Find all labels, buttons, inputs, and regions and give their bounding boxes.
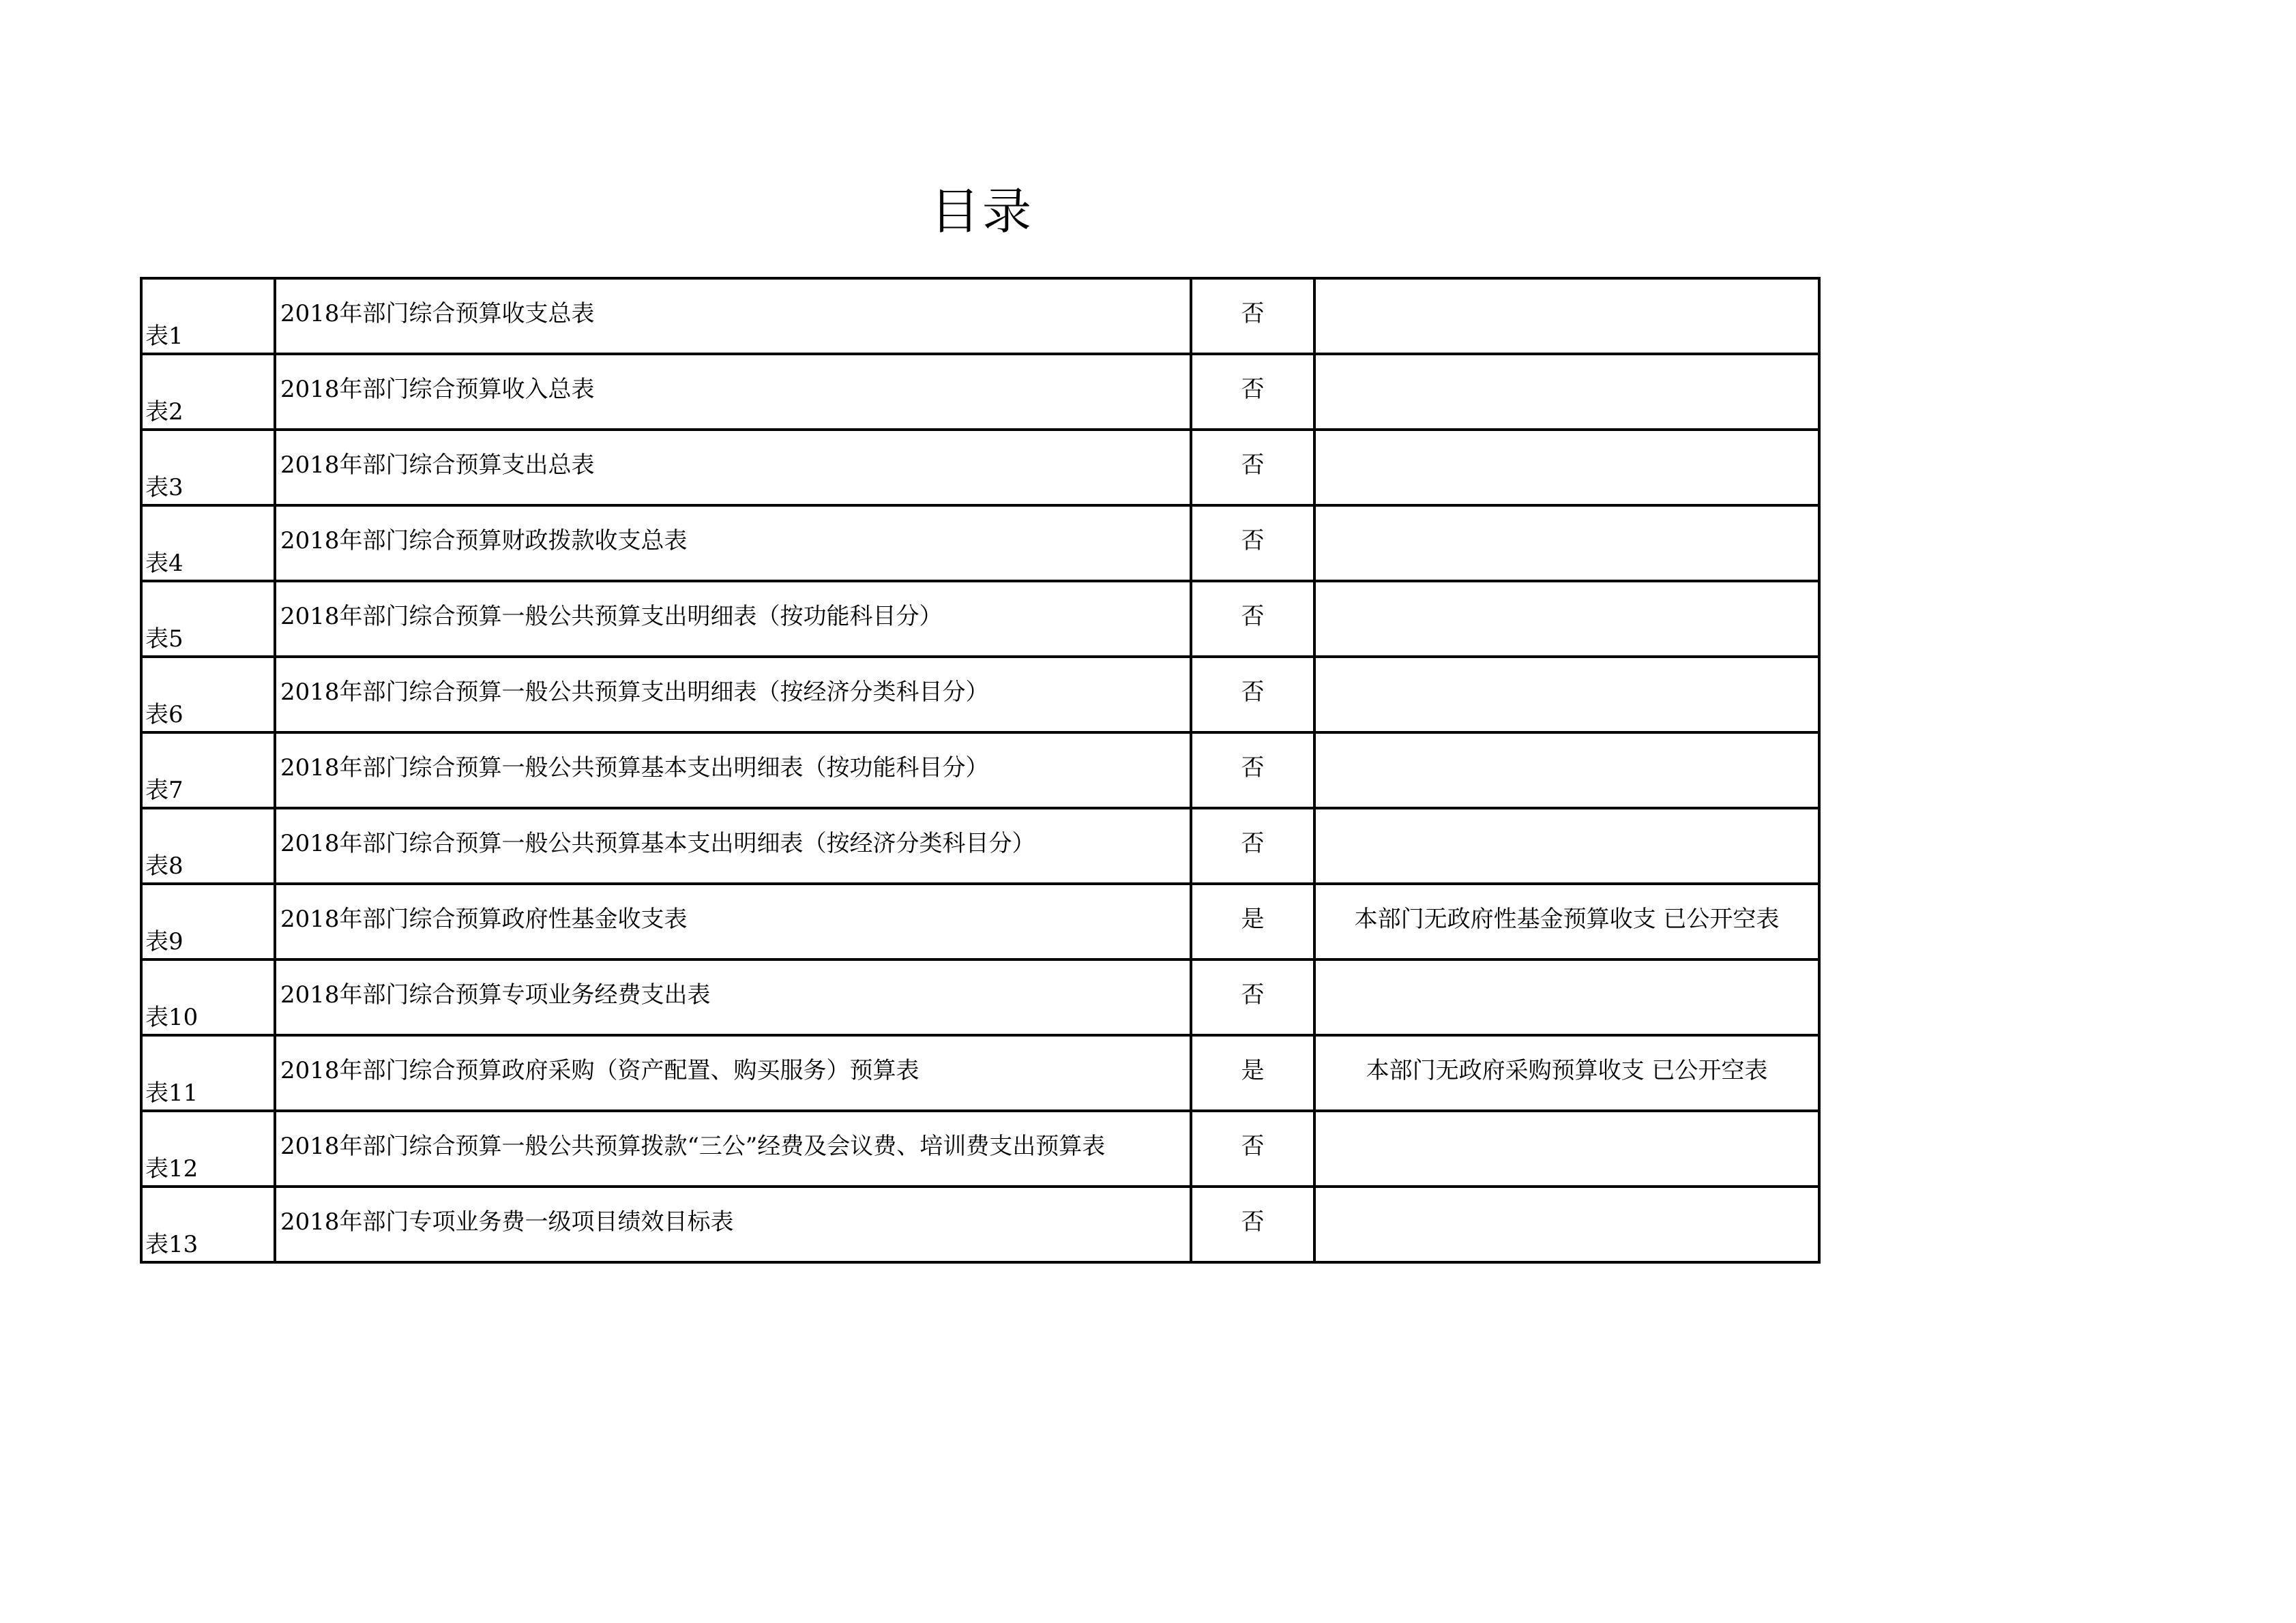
table-name: 2018年部门综合预算一般公共预算支出明细表（按功能科目分）: [275, 581, 1191, 657]
table-row: [141, 354, 1819, 430]
table-note: [1314, 354, 1819, 430]
table-note: [1314, 657, 1819, 732]
table-name: 2018年部门综合预算一般公共预算支出明细表（按经济分类科目分）: [275, 657, 1191, 732]
table-number: 表3: [141, 430, 275, 505]
toc-table: [140, 277, 1821, 1264]
table-row: [141, 505, 1819, 581]
table-name: 2018年部门专项业务费一级项目绩效目标表: [275, 1187, 1191, 1262]
table-row: [141, 808, 1819, 884]
empty-table-flag: 是: [1191, 1035, 1314, 1111]
table-number: 表13: [141, 1187, 275, 1262]
table-note: [1314, 1111, 1819, 1187]
empty-table-flag: 否: [1191, 1111, 1314, 1187]
table-row: [141, 1111, 1819, 1187]
table-note: [1314, 278, 1819, 354]
table-number: 表12: [141, 1111, 275, 1187]
table-number: 表6: [141, 657, 275, 732]
table-name: 2018年部门综合预算政府性基金收支表: [275, 884, 1191, 959]
table-name: 2018年部门综合预算政府采购（资产配置、购买服务）预算表: [275, 1035, 1191, 1111]
table-name: 2018年部门综合预算一般公共预算拨款“三公”经费及会议费、培训费支出预算表: [275, 1111, 1191, 1187]
empty-table-flag: 否: [1191, 732, 1314, 808]
table-number: 表8: [141, 808, 275, 884]
empty-table-flag: 否: [1191, 430, 1314, 505]
empty-table-flag: 否: [1191, 1187, 1314, 1262]
table-note: [1314, 505, 1819, 581]
table-number: 表1: [141, 278, 275, 354]
table-note: 本部门无政府性基金预算收支 已公开空表: [1314, 884, 1819, 959]
page-title: 目录: [930, 183, 1034, 240]
table-row: [141, 430, 1819, 505]
table-note: [1314, 959, 1819, 1035]
empty-table-flag: 否: [1191, 505, 1314, 581]
table-row: [141, 1187, 1819, 1262]
table-number: 表11: [141, 1035, 275, 1111]
table-row: [141, 581, 1819, 657]
table-row: [141, 732, 1819, 808]
table-name: 2018年部门综合预算支出总表: [275, 430, 1191, 505]
table-row: [141, 1035, 1819, 1111]
empty-table-flag: 是: [1191, 884, 1314, 959]
table-number: 表7: [141, 732, 275, 808]
empty-table-flag: 否: [1191, 354, 1314, 430]
table-row: [141, 959, 1819, 1035]
empty-table-flag: 否: [1191, 959, 1314, 1035]
table-note: [1314, 581, 1819, 657]
empty-table-flag: 否: [1191, 581, 1314, 657]
empty-table-flag: 否: [1191, 278, 1314, 354]
table-row: [141, 657, 1819, 732]
table-note: [1314, 1187, 1819, 1262]
table-note: [1314, 808, 1819, 884]
table-row: [141, 884, 1819, 959]
table-number: 表2: [141, 354, 275, 430]
table-name: 2018年部门综合预算收支总表: [275, 278, 1191, 354]
table-number: 表5: [141, 581, 275, 657]
table-row: [141, 278, 1819, 354]
table-name: 2018年部门综合预算收入总表: [275, 354, 1191, 430]
table-note: [1314, 732, 1819, 808]
empty-table-flag: 否: [1191, 808, 1314, 884]
table-number: 表10: [141, 959, 275, 1035]
table-name: 2018年部门综合预算财政拨款收支总表: [275, 505, 1191, 581]
table-name: 2018年部门综合预算一般公共预算基本支出明细表（按经济分类科目分）: [275, 808, 1191, 884]
table-name: 2018年部门综合预算专项业务经费支出表: [275, 959, 1191, 1035]
table-number: 表4: [141, 505, 275, 581]
table-note: [1314, 430, 1819, 505]
table-name: 2018年部门综合预算一般公共预算基本支出明细表（按功能科目分）: [275, 732, 1191, 808]
empty-table-flag: 否: [1191, 657, 1314, 732]
table-number: 表9: [141, 884, 275, 959]
table-note: 本部门无政府采购预算收支 已公开空表: [1314, 1035, 1819, 1111]
